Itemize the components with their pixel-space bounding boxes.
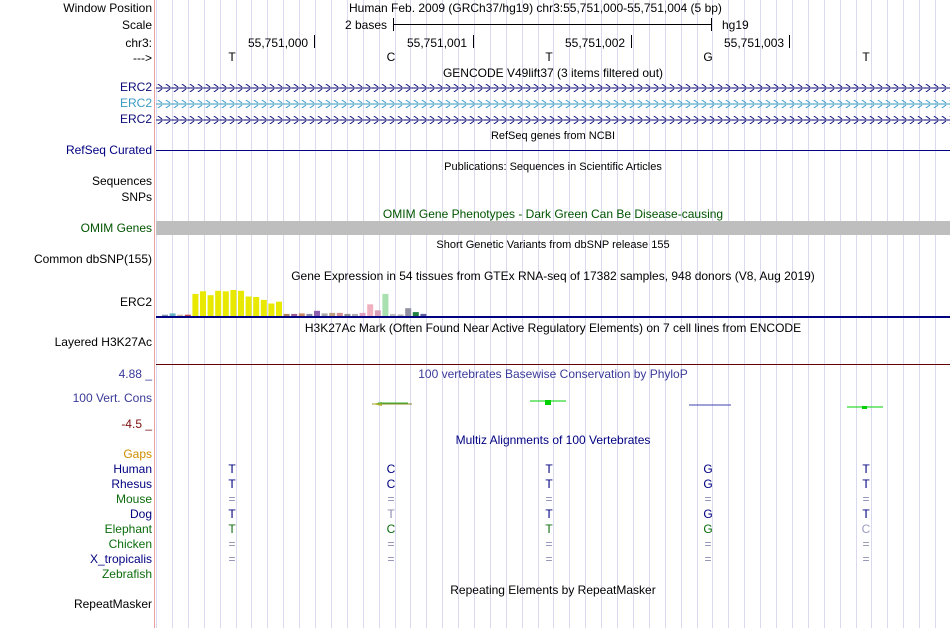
ruler-tick-label-2: 55,751,001	[407, 36, 468, 50]
gtex-tissue-bar[interactable]	[382, 294, 388, 316]
alignment-base: T	[545, 522, 553, 536]
phylop-max-value: 4.88 _	[118, 367, 152, 381]
phylop-min-value: -4.5 _	[121, 417, 152, 431]
alignment-base: C	[386, 522, 396, 536]
species-label-mouse: Mouse	[115, 492, 152, 506]
alignment-base: =	[387, 552, 395, 566]
alignment-base: =	[862, 552, 870, 566]
publications-sequences-label[interactable]: Sequences	[91, 174, 152, 188]
alignment-base: =	[545, 537, 553, 551]
publications-track-title: Publications: Sequences in Scientific Articles	[444, 161, 662, 173]
species-label-human: Human	[113, 462, 152, 476]
alignment-base: =	[228, 552, 236, 566]
publications-snps-label[interactable]: SNPs	[121, 190, 152, 204]
alignment-base: C	[861, 522, 871, 536]
omim-track-title: OMIM Gene Phenotypes - Dark Green Can Be Disease-causing	[382, 207, 724, 221]
ruler-tick-label-4: 55,751,003	[724, 36, 785, 50]
alignment-base: =	[704, 537, 712, 551]
alignment-base: T	[228, 522, 236, 536]
scale-text: 2 bases	[345, 18, 388, 32]
scale-bar-left-tick	[393, 18, 394, 31]
alignment-base: =	[545, 492, 553, 506]
species-label-chicken: Chicken	[108, 537, 152, 551]
reference-base: T	[228, 50, 236, 64]
repeatmasker-track-title: Repeating Elements by RepeatMasker	[450, 583, 656, 597]
species-label-rhesus: Rhesus	[111, 477, 152, 491]
h3k27ac-track-title: H3K27Ac Mark (Often Found Near Active Regulatory Elements) on 7 cell lines from ENCODE	[304, 321, 802, 335]
gtex-tissue-bar[interactable]	[200, 291, 206, 316]
gtex-gene-line	[156, 316, 950, 318]
alignment-base: C	[386, 462, 396, 476]
gencode-item-label-2[interactable]: ERC2	[119, 96, 152, 110]
gaps-label: Gaps	[123, 447, 152, 461]
ruler-tick-label-3: 55,751,002	[565, 36, 626, 50]
alignment-base: T	[228, 507, 236, 521]
ruler-tick-4	[789, 35, 790, 48]
alignment-base: G	[703, 507, 713, 521]
alignment-base: =	[228, 537, 236, 551]
alignment-base: T	[545, 477, 553, 491]
multiz-track-title: Multiz Alignments of 100 Vertebrates	[455, 433, 651, 447]
gencode-transcript-2[interactable]	[156, 100, 950, 108]
dbsnp-track-title: Short Genetic Variants from dbSNP release 155	[436, 239, 670, 251]
reference-base: C	[386, 50, 396, 64]
gencode-item-label-1[interactable]: ERC2	[119, 80, 152, 94]
phylop-mark-4	[847, 406, 883, 409]
gtex-tissue-bar[interactable]	[223, 291, 229, 316]
gtex-tissue-bar[interactable]	[238, 291, 244, 316]
window-position-label: Window Position	[63, 1, 152, 15]
gencode-item-label-3[interactable]: ERC2	[119, 112, 152, 126]
refseq-gene-line[interactable]	[156, 150, 950, 151]
assembly-name: hg19	[722, 18, 749, 32]
gtex-tissue-bar[interactable]	[276, 302, 282, 316]
gencode-track-title: GENCODE V49lift37 (3 items filtered out)	[442, 66, 664, 80]
gtex-tissue-bar[interactable]	[230, 290, 236, 316]
refseq-track-title: RefSeq genes from NCBI	[490, 130, 616, 142]
h3k27ac-baseline	[156, 364, 950, 365]
alignment-base: =	[387, 492, 395, 506]
alignment-base: =	[704, 552, 712, 566]
ruler-tick-3	[631, 35, 632, 48]
alignment-base: T	[228, 477, 236, 491]
repeatmasker-track-label[interactable]: RepeatMasker	[73, 597, 152, 611]
phylop-signal[interactable]	[156, 395, 950, 415]
alignment-base: T	[228, 462, 236, 476]
alignment-base: C	[386, 477, 396, 491]
phylop-track-title: 100 vertebrates Basewise Conservation by PhyloP	[418, 367, 688, 381]
scale-bar	[393, 24, 711, 25]
ruler-tick-1	[314, 35, 315, 48]
scale-bar-right-tick	[711, 18, 712, 31]
track-label-column	[0, 0, 155, 628]
ruler-tick-2	[473, 35, 474, 48]
gencode-transcript-1[interactable]	[156, 84, 950, 92]
omim-gene-bar[interactable]	[156, 221, 950, 235]
alignment-base: T	[862, 477, 870, 491]
gtex-expression-chart[interactable]	[156, 284, 950, 318]
reference-base: T	[862, 50, 870, 64]
alignment-base: =	[862, 537, 870, 551]
gtex-tissue-bar[interactable]	[367, 304, 373, 316]
alignment-base: T	[862, 507, 870, 521]
window-position-text: Human Feb. 2009 (GRCh37/hg19) chr3:55,751,000-55,751,004 (5 bp)	[349, 1, 722, 15]
alignment-base: =	[704, 492, 712, 506]
gtex-tissue-bar[interactable]	[405, 308, 411, 316]
gtex-track-title: Gene Expression in 54 tissues from GTEx RNA-seq of 17382 samples, 948 donors (V8, Aug 2019)	[291, 269, 815, 283]
alignment-base: G	[703, 477, 713, 491]
species-label-x-tropicalis: X_tropicalis	[89, 552, 152, 566]
gtex-tissue-bar[interactable]	[208, 295, 214, 316]
alignment-base: =	[228, 492, 236, 506]
alignment-base: T	[545, 507, 553, 521]
reference-base: G	[703, 50, 713, 64]
species-label-zebrafish: Zebrafish	[101, 567, 152, 581]
dbsnp-track-label[interactable]: Common dbSNP(155)	[33, 252, 152, 266]
gtex-tissue-bar[interactable]	[192, 294, 198, 316]
alignment-base: G	[703, 462, 713, 476]
gtex-tissue-bar[interactable]	[261, 300, 267, 316]
species-label-dog: Dog	[129, 507, 152, 521]
alignment-base: T	[862, 462, 870, 476]
gencode-transcripts[interactable]	[156, 80, 950, 128]
gencode-transcript-3[interactable]	[156, 116, 950, 124]
alignment-base: G	[703, 522, 713, 536]
species-label-elephant: Elephant	[104, 522, 152, 536]
reference-base: T	[545, 50, 553, 64]
alignment-base: =	[545, 552, 553, 566]
gtex-track-label[interactable]: ERC2	[119, 295, 152, 309]
chromosome-label: chr3:	[125, 36, 152, 50]
alignment-base: =	[862, 492, 870, 506]
scale-label: Scale	[121, 18, 152, 32]
phylop-mark-2	[530, 400, 566, 405]
gtex-tissue-bar[interactable]	[253, 297, 259, 316]
gtex-tissue-bar[interactable]	[246, 297, 252, 317]
omim-track-label[interactable]: OMIM Genes	[80, 221, 152, 235]
phylop-track-label[interactable]: 100 Vert. Cons	[72, 391, 152, 405]
track-image-area[interactable]	[156, 0, 950, 628]
ruler-tick-label-1: 55,751,000	[248, 36, 309, 50]
alignment-base: =	[387, 537, 395, 551]
alignment-base: T	[545, 462, 553, 476]
refseq-track-label[interactable]: RefSeq Curated	[65, 143, 152, 157]
strand-label: --->	[133, 51, 152, 65]
phylop-mark-1	[372, 402, 412, 406]
gtex-tissue-bar[interactable]	[268, 304, 274, 317]
h3k27ac-track-label[interactable]: Layered H3K27Ac	[54, 335, 152, 349]
gtex-tissue-bar[interactable]	[215, 291, 221, 316]
alignment-base: T	[387, 507, 395, 521]
